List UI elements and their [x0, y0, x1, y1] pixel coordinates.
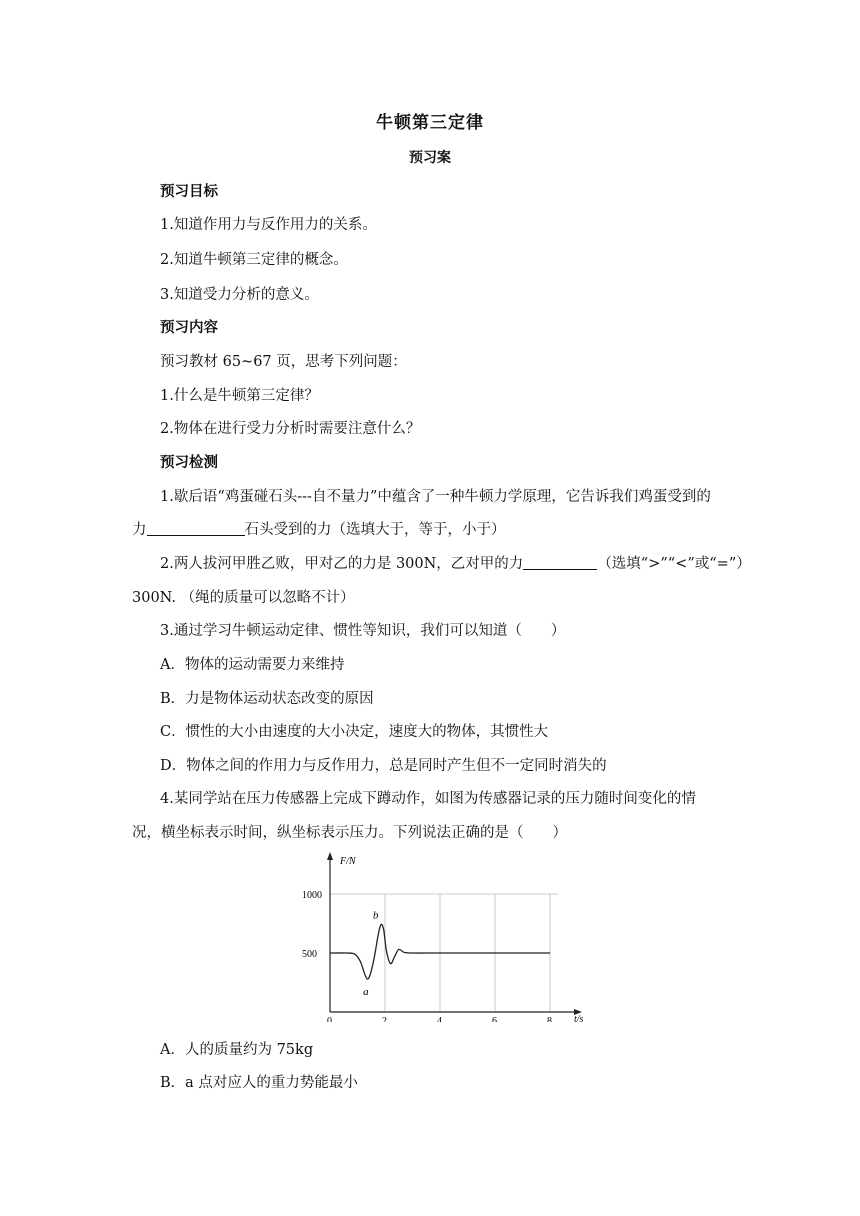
x-axis-label: t/s	[574, 1014, 584, 1022]
content-item: 1.什么是牛顿第三定律？	[160, 388, 319, 404]
y-tick-label: 1000	[302, 890, 322, 901]
goal-item: 2.知道牛顿第三定律的概念。	[160, 252, 348, 268]
document-subtitle: 预习案	[409, 150, 451, 166]
q2-answer-blank[interactable]	[523, 555, 597, 570]
chart-ticks	[302, 890, 552, 1022]
x-tick-label: 8	[547, 1016, 552, 1022]
q1-line2-pre: 力	[132, 522, 147, 538]
q3-option-c: C．惯性的大小由速度的大小决定，速度大的物体，其惯性大	[160, 724, 549, 740]
q3-option-b: B．力是物体运动状态改变的原因	[160, 691, 374, 707]
q1-line2	[132, 518, 506, 539]
q4-line2: 况，横坐标表示时间，纵坐标表示压力。下列说法正确的是（ ）	[132, 825, 567, 841]
q1-line1: 1.歇后语“鸡蛋碰石头---自不量力”中蕴含了一种牛顿力学原理，它告诉我们鸡蛋受到的	[160, 489, 711, 505]
pressure-time-chart	[296, 852, 596, 1026]
annotation-a: a	[363, 985, 369, 998]
q2-line2: 300N. （绳的质量可以忽略不计）	[132, 590, 355, 606]
q4-line1: 4.某同学站在压力传感器上完成下蹲动作，如图为传感器记录的压力随时间变化的情	[160, 791, 696, 807]
content-item: 2.物体在进行受力分析时需要注意什么？	[160, 421, 421, 437]
q3-stem: 3.通过学习牛顿运动定律、惯性等知识，我们可以知道（ ）	[160, 623, 566, 639]
q2-line1-pre: 2.两人拔河甲胜乙败，甲对乙的力是 300N，乙对甲的力	[160, 556, 524, 572]
q4-option-b: B．a 点对应人的重力势能最小	[160, 1075, 358, 1091]
y-axis-label: F/N	[340, 856, 356, 867]
x-tick-label: 4	[437, 1016, 442, 1022]
goal-item: 1.知道作用力与反作用力的关系。	[160, 217, 377, 233]
annotation-b: b	[372, 909, 379, 922]
goal-item: 3.知道受力分析的意义。	[160, 287, 319, 303]
document-title: 牛顿第三定律	[376, 113, 484, 133]
y-axis-arrow	[327, 852, 333, 860]
q4-option-a: A．人的质量约为 75kg	[160, 1042, 314, 1058]
x-tick-label: 2	[382, 1016, 387, 1022]
x-tick-label: 0	[327, 1016, 332, 1022]
chart-svg	[296, 852, 596, 1022]
x-tick-label: 6	[492, 1016, 497, 1022]
q2-line1	[160, 552, 751, 573]
q1-line2-post: 石头受到的力（选填大于，等于，小于）	[244, 522, 506, 538]
check-heading: 预习检测	[160, 454, 218, 471]
y-tick-label: 500	[302, 949, 317, 960]
content-intro: 预习教材 65~67 页，思考下列问题：	[160, 354, 407, 370]
q2-line1-post: （选填“>”“<”或“=”）	[597, 556, 751, 572]
goals-heading: 预习目标	[160, 183, 218, 200]
q1-answer-blank[interactable]	[147, 521, 245, 536]
q3-option-d: D．物体之间的作用力与反作用力，总是同时产生但不一定同时消失的	[160, 758, 607, 774]
content-heading: 预习内容	[160, 319, 218, 336]
q3-option-a: A．物体的运动需要力来维持	[160, 657, 345, 673]
